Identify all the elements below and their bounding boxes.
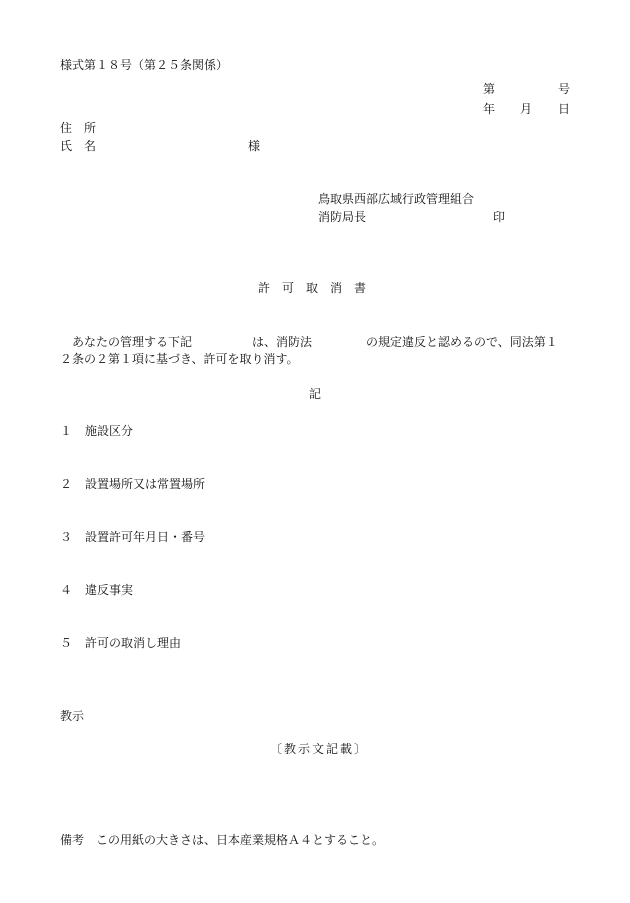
item-3-label: 設置許可年月日・番号 [85,530,206,544]
remarks-note: 備考 この用紙の大きさは、日本産業規格Ａ４とすること。 [60,833,385,847]
number-dai: 第 [483,82,496,96]
item-2-label: 設置場所又は常置場所 [85,477,206,491]
kyoji-text: 〔教示文記載〕 [270,742,369,756]
body-line1-b: は、消防法 [252,335,313,349]
item-5-num: ５ [60,636,73,650]
date-month: 月 [520,102,533,116]
date-year: 年 [483,102,496,116]
honorific: 様 [248,139,261,153]
ki-heading: 記 [309,387,322,401]
item-4-num: ４ [60,583,73,597]
item-2-num: ２ [60,477,73,491]
document-title: 許 可 取 消 書 [258,281,367,295]
item-5-label: 許可の取消し理由 [85,636,182,650]
issuer-organization: 鳥取県西部広域行政管理組合 [318,192,475,206]
body-line1-a: あなたの管理する下記 [72,335,193,349]
address-label: 住 所 [60,121,97,135]
seal-mark: 印 [493,210,506,224]
body-line2: ２条の２第１項に基づき、許可を取り消す。 [60,352,299,366]
date-day: 日 [558,102,571,116]
number-go: 号 [558,82,571,96]
body-line1-c: の規定違反と認めるので、同法第１ [366,335,558,349]
form-id: 様式第１８号（第２５条関係） [60,58,229,72]
issuer-title: 消防局長 [318,210,367,224]
item-3-num: ３ [60,530,73,544]
item-4-label: 違反事実 [85,583,134,597]
item-1-label: 施設区分 [85,424,134,438]
kyoji-label: 教示 [60,709,85,723]
name-label: 氏 名 [60,139,97,153]
item-1-num: １ [60,424,73,438]
